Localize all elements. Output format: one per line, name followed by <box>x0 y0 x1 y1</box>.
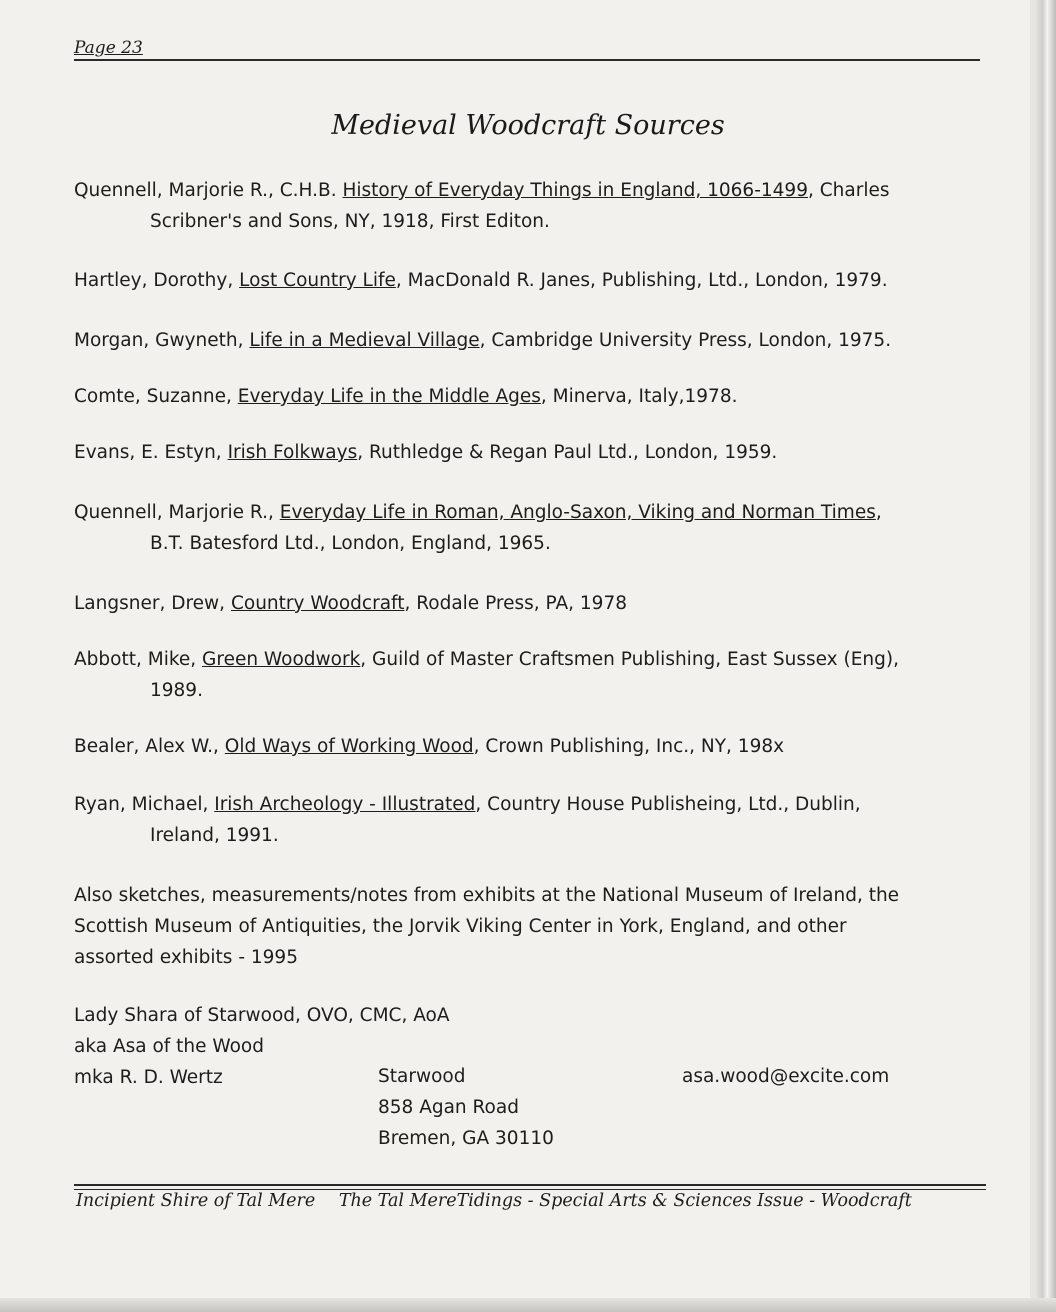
reference-entry <box>74 789 984 851</box>
reference-title: Irish Folkways <box>227 442 358 463</box>
reference-entry <box>74 265 984 296</box>
reference-entry <box>74 644 984 706</box>
reference-title: Green Woodwork <box>202 649 361 670</box>
reference-line <box>74 325 984 356</box>
also-note-line: Scottish Museum of Antiquities, the Jorvik Viking Center in York, England, and other <box>74 916 847 937</box>
reference-title: Life in a Medieval Village <box>249 330 480 351</box>
also-note <box>74 880 974 973</box>
page-stack-edge <box>1034 0 1056 1312</box>
address-line: Starwood <box>378 1066 466 1087</box>
reference-author: Ryan, Michael, <box>74 794 215 815</box>
reference-entry <box>74 731 984 762</box>
footer-rule-thin <box>74 1189 986 1190</box>
author-aka: aka Asa of the Wood <box>74 1036 264 1057</box>
reference-continuation: B.T. Batesford Ltd., London, England, 1965. <box>150 533 551 554</box>
footer-rule <box>74 1184 986 1186</box>
reference-author: Quennell, Marjorie R., <box>74 502 280 523</box>
reference-line <box>74 437 984 468</box>
reference-title: Everyday Life in Roman, Anglo-Saxon, Viking and Norman Times <box>279 502 876 523</box>
mailing-address <box>378 1061 554 1154</box>
reference-entry <box>74 497 984 559</box>
footer-newsletter: The Tal MereTidings - Special Arts & Sciences Issue - Woodcraft <box>338 1191 912 1211</box>
page-number: Page 23 <box>74 38 143 58</box>
reference-title: Everyday Life in the Middle Ages <box>237 386 541 407</box>
reference-line <box>74 381 984 412</box>
also-note-line: assorted exhibits - 1995 <box>74 947 298 968</box>
reference-author: Langsner, Drew, <box>74 593 231 614</box>
reference-entry <box>74 437 984 468</box>
page-bottom-edge <box>0 1298 1056 1312</box>
reference-publisher: , MacDonald R. Janes, Publishing, Ltd., London, 1979. <box>395 270 888 291</box>
page-title: Medieval Woodcraft Sources <box>331 110 725 141</box>
reference-continuation: Scribner's and Sons, NY, 1918, First Editon. <box>150 211 550 232</box>
reference-publisher: , Ruthledge & Regan Paul Ltd., London, 1959. <box>357 442 778 463</box>
reference-publisher: , <box>875 502 882 523</box>
reference-line <box>74 497 984 528</box>
reference-publisher: , Cambridge University Press, London, 1975. <box>479 330 892 351</box>
reference-publisher: , Rodale Press, PA, 1978 <box>404 593 627 614</box>
header-rule <box>74 59 980 61</box>
reference-publisher: , Crown Publishing, Inc., NY, 198x <box>473 736 785 757</box>
reference-title: Country Woodcraft <box>230 593 405 614</box>
reference-author: Quennell, Marjorie R., C.H.B. <box>74 180 343 201</box>
reference-line <box>74 644 984 675</box>
reference-line <box>74 175 984 206</box>
reference-author: Morgan, Gwyneth, <box>74 330 250 351</box>
reference-entry <box>74 588 984 619</box>
address-line: 858 Agan Road <box>378 1097 519 1118</box>
reference-title: History of Everyday Things in England, 1066-1499 <box>342 180 808 201</box>
author-name: Lady Shara of Starwood, OVO, CMC, AoA <box>74 1005 450 1026</box>
reference-author: Comte, Suzanne, <box>74 386 238 407</box>
reference-continuation: 1989. <box>150 680 203 701</box>
reference-line <box>74 731 984 762</box>
reference-title: Irish Archeology - Illustrated <box>214 794 476 815</box>
reference-publisher: , Minerva, Italy,1978. <box>540 386 738 407</box>
reference-title: Old Ways of Working Wood <box>224 736 474 757</box>
reference-author: Bealer, Alex W., <box>74 736 225 757</box>
author-mka: mka R. D. Wertz <box>74 1067 223 1088</box>
reference-entry <box>74 175 984 237</box>
reference-line <box>74 588 984 619</box>
reference-author: Hartley, Dorothy, <box>74 270 240 291</box>
reference-line <box>74 265 984 296</box>
reference-continuation: Ireland, 1991. <box>150 825 279 846</box>
reference-publisher: , Guild of Master Craftsmen Publishing, East Sussex (Eng), <box>360 649 899 670</box>
reference-author: Abbott, Mike, <box>74 649 203 670</box>
email-address: asa.wood@excite.com <box>682 1066 890 1087</box>
address-line: Bremen, GA 30110 <box>378 1128 554 1149</box>
reference-entry <box>74 381 984 412</box>
reference-author: Evans, E. Estyn, <box>74 442 228 463</box>
reference-entry <box>74 325 984 356</box>
reference-line <box>74 789 984 820</box>
footer-shire: Incipient Shire of Tal Mere <box>76 1191 316 1211</box>
reference-title: Lost Country Life <box>239 270 396 291</box>
page-footer <box>76 1191 988 1211</box>
reference-publisher: , Charles <box>807 180 890 201</box>
reference-publisher: , Country House Publisheing, Ltd., Dublin, <box>475 794 861 815</box>
also-note-line: Also sketches, measurements/notes from exhibits at the National Museum of Ireland, the <box>74 885 900 906</box>
